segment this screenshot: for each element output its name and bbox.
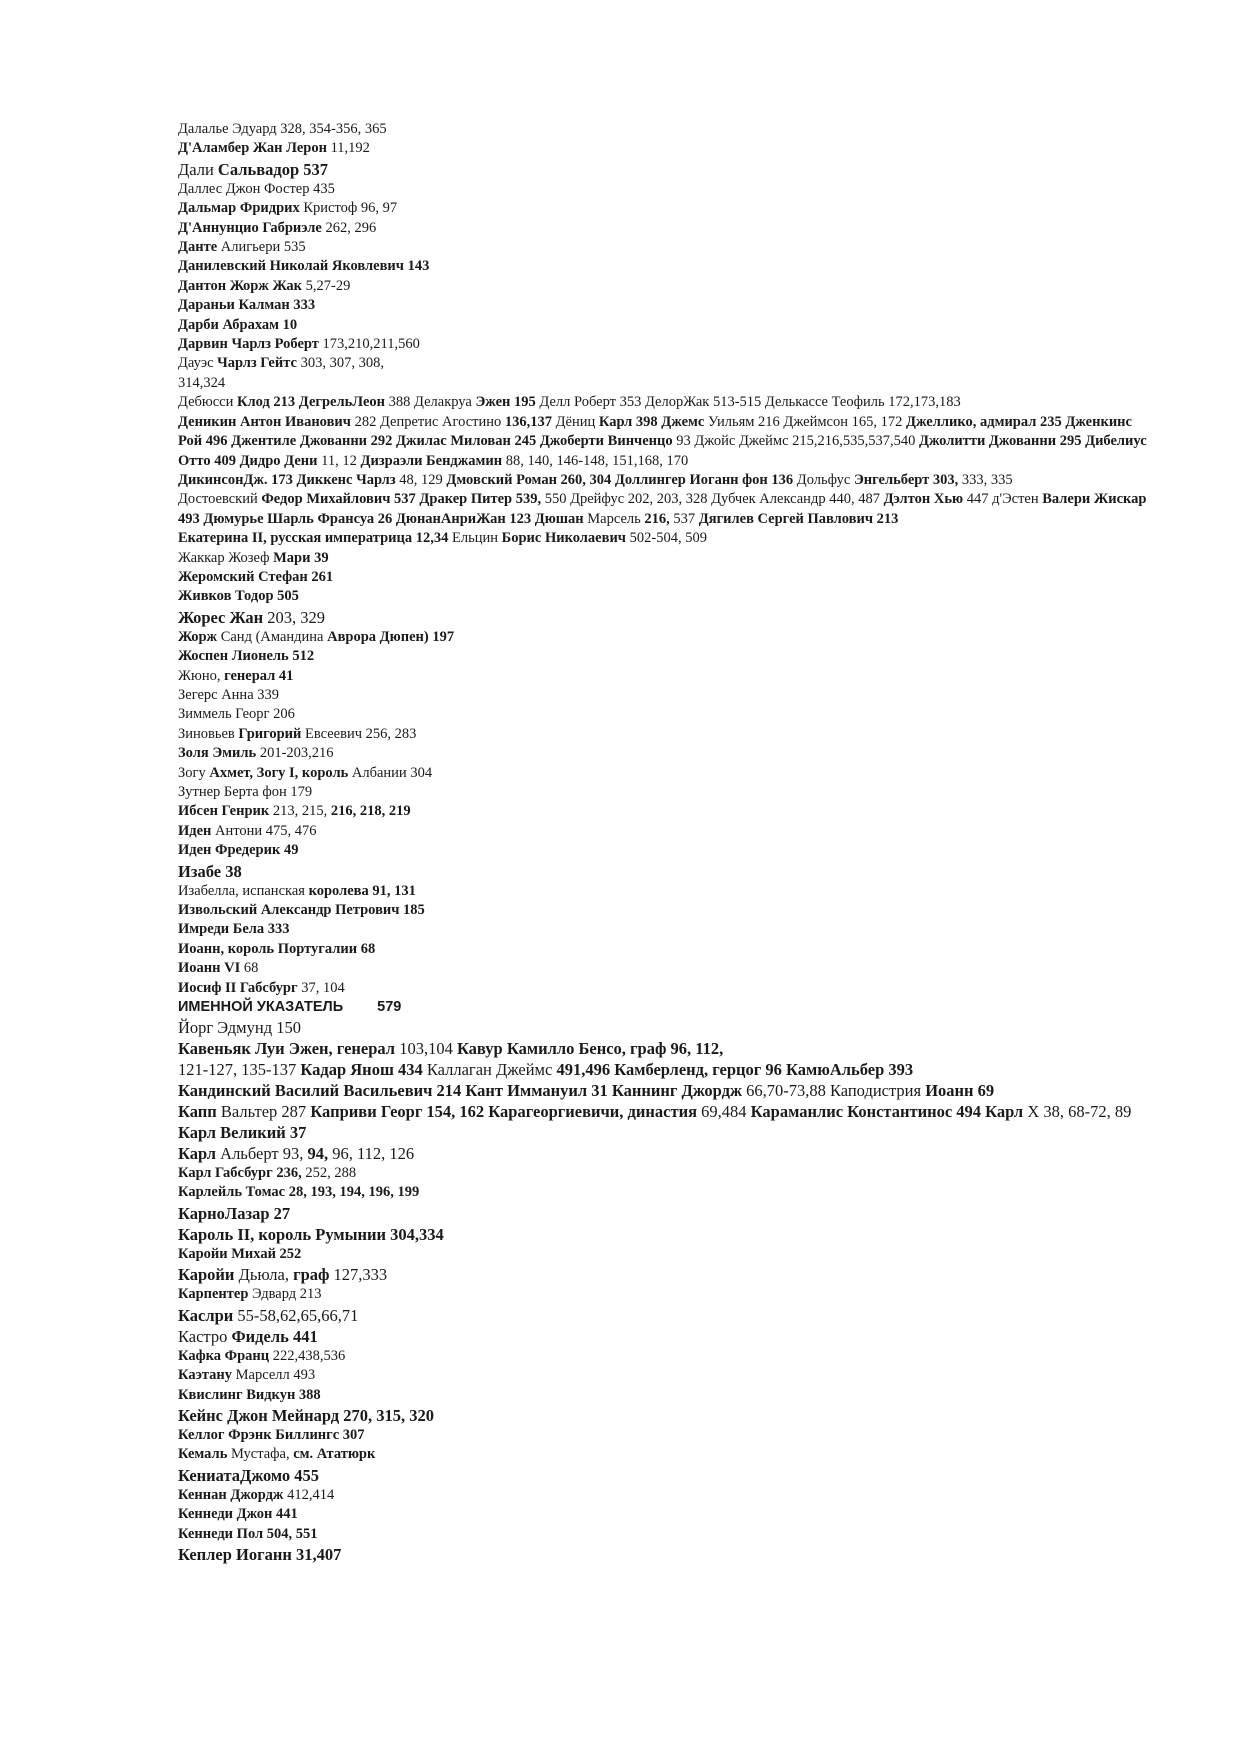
entry-text: 216, <box>644 510 670 527</box>
entry-text: 216, 218, 219 <box>330 803 411 820</box>
index-entry <box>178 1183 1148 1202</box>
entry-text: Каройи Михай 252 <box>178 1245 302 1262</box>
index-entry <box>178 568 1148 587</box>
entry-text: Жорес Жан <box>178 607 264 627</box>
entry-text: Аврора Дюпен) 197 <box>327 628 455 645</box>
entry-text: Дэлтон Хью <box>883 491 964 508</box>
index-entry <box>178 219 1148 238</box>
entry-text: Мари 39 <box>273 549 329 566</box>
index-entry <box>178 1101 1148 1122</box>
entry-text: Дёниц <box>552 413 599 430</box>
entry-text: Мустафа, <box>227 1446 294 1463</box>
entry-text: ДикинсонДж. 173 Диккенс Чарлз <box>178 471 396 488</box>
entry-text: Фидель 441 <box>231 1326 318 1346</box>
entry-text: 96, 112, 126 <box>328 1144 415 1164</box>
entry-text: 173,210,211,560 <box>318 336 420 353</box>
entry-text: Кафка Франц <box>178 1347 270 1364</box>
entry-text: Карлейль Томас 28, 193, 194, 196, 199 <box>178 1184 420 1201</box>
index-entry <box>178 1038 1148 1059</box>
entry-text: Дягилев Сергей Павлович 213 <box>698 510 899 527</box>
index-entry <box>178 139 1148 158</box>
entry-text: Ибсен Генрик <box>178 803 270 820</box>
entry-text: Вальтер 287 <box>216 1102 311 1122</box>
index-entry <box>178 959 1148 978</box>
entry-text: Иоанн, король Португалии 68 <box>178 940 376 957</box>
index-entry <box>178 1347 1148 1366</box>
entry-text: Дмовский Роман 260, 304 Доллингер Иоганн фон 136 <box>446 471 794 488</box>
entry-text: Кристоф 96, 97 <box>299 200 398 217</box>
entry-text: X 38, 68-72, 89 <box>1023 1102 1132 1122</box>
index-entry <box>178 882 1148 901</box>
index-entry <box>178 549 1148 568</box>
entry-text: Григорий <box>238 725 302 742</box>
entry-text: Марселл 493 <box>232 1367 316 1384</box>
entry-text: Дараньи Калман 333 <box>178 297 316 314</box>
entry-text: Данте <box>178 239 218 256</box>
entry-text: Изабе 38 <box>178 861 242 881</box>
index-entry <box>178 1017 1148 1038</box>
entry-text: Зогу <box>178 764 210 781</box>
entry-text: Делл Роберт 353 ДелорЖак 513-515 Делькассе Теофиль 172,173,183 <box>535 394 961 411</box>
index-entry <box>178 979 1148 998</box>
entry-text: королева 91, 131 <box>308 882 416 899</box>
entry-text: Достоевский <box>178 491 262 508</box>
index-entry <box>178 1465 1148 1486</box>
entry-text: Дауэс <box>178 355 218 372</box>
entry-text: Зутнер Берта фон 179 <box>178 784 313 800</box>
entry-text: Изабелла, испанская <box>178 882 309 899</box>
entry-text: Кавур Камилло Бенсо, граф 96, 112, <box>456 1039 724 1059</box>
entry-text: КениатаДжомо 455 <box>178 1465 320 1485</box>
entry-text: Дольфус <box>793 471 854 488</box>
entry-text: 262, 296 <box>321 219 377 236</box>
index-entry <box>178 764 1148 783</box>
entry-text: Албании 304 <box>348 764 433 781</box>
entry-text: 103,104 <box>395 1039 457 1059</box>
index-entry <box>178 1224 1148 1245</box>
index-entry <box>178 393 1148 412</box>
entry-text: см. Ататюрк <box>293 1446 376 1463</box>
entry-text: Ахмет, Зогу I, король <box>209 764 349 781</box>
entry-text: Даллес Джон Фостер 435 <box>178 180 335 197</box>
entry-text: Дальмар Фридрих <box>178 200 300 217</box>
index-entry <box>178 1122 1148 1143</box>
index-entry <box>178 725 1148 744</box>
index-entry <box>178 490 1148 529</box>
entry-text: Екатерина II, русская императрица 12,34 <box>178 530 449 547</box>
index-entry <box>178 257 1148 276</box>
entry-text: Кеннеди Джон 441 <box>178 1506 298 1523</box>
index-entry <box>178 120 1148 139</box>
entry-text: Евсеевич 256, 283 <box>301 725 417 742</box>
entry-text: Караманлис Константинос 494 Карл <box>750 1102 1024 1122</box>
entry-text: Иоанн 69 <box>925 1081 995 1101</box>
entry-text: Иоанн VI <box>178 960 241 977</box>
index-entry <box>178 705 1148 724</box>
index-entry <box>178 1405 1148 1426</box>
entry-text: Йорг Эдмунд 150 <box>178 1018 301 1038</box>
entry-text: Карл Великий 37 <box>178 1123 307 1143</box>
entry-text: Имреди Бела 333 <box>178 921 290 938</box>
entry-text: 282 Депретис Агостино <box>350 413 505 430</box>
entry-text: 136,137 <box>504 413 553 430</box>
entry-text: Жаккар Жозеф <box>178 549 274 566</box>
entry-text: Живков Тодор 505 <box>178 588 299 605</box>
index-entry <box>178 1544 1148 1565</box>
entry-text: Антони 475, 476 <box>211 822 317 839</box>
index-entry <box>178 1505 1148 1524</box>
entry-text: Карл 398 Джемс <box>598 413 705 430</box>
entry-text: Кастро <box>178 1326 232 1346</box>
entry-text: граф <box>293 1265 330 1285</box>
index-entry <box>178 901 1148 920</box>
entry-text: Каллаган Джеймс <box>422 1060 557 1080</box>
index-entry <box>178 744 1148 763</box>
entry-text: Дантон Жорж Жак <box>178 277 303 294</box>
index-entry <box>178 413 1148 471</box>
entry-text: Каройи <box>178 1265 235 1285</box>
entry-text: 93 Джойс Джеймс 215,216,535,537,540 <box>672 433 920 450</box>
entry-text: 11,192 <box>326 140 370 157</box>
entry-text: 314,324 <box>178 374 226 391</box>
index-entry <box>178 335 1148 354</box>
entry-text: Джеллико, адмирал 235 Дженкинс Рой 496 Джентиле Джованни 292 Джилас Милован 245 Джоберти Винченцо <box>178 413 1132 450</box>
index-entry <box>178 180 1148 199</box>
entry-text: Д'Аннунцио Габриэле <box>178 219 322 236</box>
entry-text: Дарвин Чарлз Роберт <box>178 336 319 353</box>
entry-text: Кеннеди Пол 504, 551 <box>178 1525 318 1542</box>
page-number: 579 <box>377 999 402 1016</box>
entry-text: 69,484 <box>697 1102 751 1122</box>
entry-text: Клод 213 ДегрельЛеон <box>236 394 386 411</box>
entry-text: 55-58,62,65,66,71 <box>233 1305 359 1325</box>
entry-text: Кавеньяк Луи Эжен, генерал <box>178 1039 396 1059</box>
entry-text: Жорж <box>178 628 218 645</box>
entry-text: Дали <box>178 159 218 179</box>
entry-text: Дебюсси <box>178 394 237 411</box>
entry-text: Келлог Фрэнк Биллингс 307 <box>178 1426 365 1443</box>
entry-text: Чарлз Гейтс <box>217 355 297 372</box>
entry-text: Алигьери 535 <box>217 239 306 256</box>
header-title: ИМЕННОЙ УКАЗАТЕЛЬ <box>178 999 344 1016</box>
entry-text: Д'Аламбер Жан Лерон <box>178 140 327 157</box>
entry-text: Энгельберт 303, <box>853 471 959 488</box>
entry-text: 222,438,536 <box>269 1347 346 1364</box>
entry-text: Кеплер Иоганн 31,407 <box>178 1544 342 1564</box>
entry-text: Уильям 216 Джеймсон 165, 172 <box>704 413 906 430</box>
entry-text: 550 Дрейфус 202, 203, 328 Дубчек Александр 440, 487 <box>541 491 884 508</box>
entry-text: 412,414 <box>283 1486 335 1503</box>
index-entry <box>178 1426 1148 1445</box>
entry-text: Альберт 93, <box>216 1144 308 1164</box>
entry-text: 252, 288 <box>301 1165 357 1182</box>
entry-text: Кадар Янош 434 <box>300 1060 423 1080</box>
entry-text: 68 <box>240 960 259 977</box>
entry-text: Каслри <box>178 1305 234 1325</box>
index-entry <box>178 861 1148 882</box>
name-index <box>178 120 1148 1565</box>
entry-text: Эжен 195 <box>475 394 536 411</box>
entry-text: 447 д'Эстен <box>963 491 1043 508</box>
index-entry <box>178 296 1148 315</box>
index-entry <box>178 628 1148 647</box>
index-entry <box>178 1326 1148 1347</box>
entry-text: Дьюла, <box>234 1265 294 1285</box>
entry-text: Жеромский Стефан 261 <box>178 568 334 585</box>
index-entry <box>178 1059 1148 1080</box>
entry-text: Кейнс Джон Мейнард 270, 315, 320 <box>178 1405 435 1425</box>
entry-text: Иден <box>178 822 212 839</box>
index-entry <box>178 822 1148 841</box>
entry-text: Каприви Георг 154, 162 Карагеоргиевичи, династия <box>310 1102 698 1122</box>
entry-text: Иден Фредерик 49 <box>178 842 299 859</box>
index-entry <box>178 374 1148 393</box>
entry-text: Федор Михайлович 537 Дракер Питер 539, <box>261 491 542 508</box>
entry-text: 48, 129 <box>395 471 447 488</box>
index-entry <box>178 354 1148 373</box>
entry-text: Карл Габсбург 236, <box>178 1165 302 1182</box>
entry-text: 213, 215, <box>269 803 331 820</box>
entry-text: Валери Жискар 493 Дюмурье Шарль Франсуа 26 ДюнанАнриЖан 123 Дюшан <box>178 491 1147 527</box>
entry-text: Жоспен Лионель 512 <box>178 648 315 665</box>
entry-text: Марсель <box>583 510 645 527</box>
index-entry <box>178 277 1148 296</box>
entry-text: 201-203,216 <box>256 745 334 762</box>
index-entry <box>178 1525 1148 1544</box>
entry-text: Карл <box>178 1144 217 1164</box>
entry-text: 88, 140, 146-148, 151,168, 170 <box>502 452 689 469</box>
index-entry <box>178 159 1148 180</box>
index-entry <box>178 1486 1148 1505</box>
entry-text: КарноЛазар 27 <box>178 1203 291 1223</box>
index-entry <box>178 587 1148 606</box>
entry-text: Сальвадор 537 <box>217 159 329 179</box>
entry-text: Данилевский Николай Яковлевич 143 <box>178 258 430 275</box>
index-entry <box>178 802 1148 821</box>
entry-text: Карпентер <box>178 1286 249 1303</box>
index-entry <box>178 1143 1148 1164</box>
entry-text: Капп <box>178 1102 217 1122</box>
entry-text: Санд (Амандина <box>217 628 328 645</box>
entry-text: Деникин Антон Иванович <box>178 413 351 430</box>
entry-text: Дарби Абрахам 10 <box>178 316 298 333</box>
index-entry <box>178 667 1148 686</box>
entry-text: Зегерс Анна 339 <box>178 686 280 703</box>
entry-text: 94, <box>307 1144 329 1164</box>
index-entry <box>178 940 1148 959</box>
index-entry <box>178 607 1148 628</box>
index-entry <box>178 471 1148 490</box>
index-entry <box>178 1164 1148 1183</box>
entry-text: 502-504, 509 <box>625 530 707 547</box>
index-entry <box>178 1305 1148 1326</box>
index-entry <box>178 199 1148 218</box>
index-entry <box>178 1445 1148 1464</box>
index-entry <box>178 841 1148 860</box>
entry-text: Джолитти Джованни 295 Дибелиус Отто 409 Дидро Дени <box>178 433 1147 469</box>
entry-text: 333, 335 <box>958 471 1013 488</box>
index-entry <box>178 1285 1148 1304</box>
index-entry <box>178 1386 1148 1405</box>
entry-text: Кароль II, король Румынии 304,334 <box>178 1224 444 1244</box>
entry-text: Дизраэли Бенджамин <box>360 452 503 469</box>
entry-text: Кандинский Василий Васильевич 214 Кант Иммануил 31 Каннинг Джордж <box>178 1081 742 1101</box>
index-entry <box>178 920 1148 939</box>
entry-text: 491,496 Камберленд, герцог 96 КамюАльбер 393 <box>556 1060 914 1080</box>
entry-text: Далалье Эдуард 328, 354-356, 365 <box>178 121 387 137</box>
entry-text: Эдвард 213 <box>248 1286 322 1303</box>
entry-text: Каэтану <box>178 1367 232 1384</box>
entry-text: 37, 104 <box>297 979 345 996</box>
entry-text: Квислинг Видкун 388 <box>178 1386 321 1403</box>
entry-text: Иосиф II Габсбург <box>178 979 298 996</box>
entry-text: Кемаль <box>178 1446 228 1463</box>
index-entry <box>178 1203 1148 1224</box>
entry-text: генерал 41 <box>224 667 294 684</box>
entry-text: 303, 307, 308, <box>296 355 384 372</box>
index-entry <box>178 1080 1148 1101</box>
index-entry <box>178 686 1148 705</box>
index-entry <box>178 238 1148 257</box>
index-entry <box>178 1264 1148 1285</box>
entry-text: Зиммель Георг 206 <box>178 706 295 723</box>
entry-text: 121-127, 135-137 <box>178 1060 301 1080</box>
entry-text: Ельцин <box>448 530 502 547</box>
entry-text: Золя Эмиль <box>178 745 257 762</box>
entry-text: 5,27-29 <box>302 277 351 294</box>
entry-text: Кеннан Джордж <box>178 1486 284 1503</box>
running-header <box>178 998 1148 1017</box>
entry-text: 388 Делакруа <box>385 394 476 411</box>
index-entry <box>178 529 1148 548</box>
entry-text: Зиновьев <box>178 725 239 742</box>
entry-text: 127,333 <box>329 1265 388 1285</box>
entry-text: 203, 329 <box>263 607 326 627</box>
entry-text: 66,70-73,88 Каподистрия <box>741 1081 926 1101</box>
entry-text: Извольский Александр Петрович 185 <box>178 902 425 919</box>
index-entry <box>178 316 1148 335</box>
entry-text: 11, 12 <box>317 452 361 469</box>
index-entry <box>178 1245 1148 1264</box>
index-entry <box>178 647 1148 666</box>
index-entry <box>178 1366 1148 1385</box>
entry-text: 537 <box>669 510 699 527</box>
index-entry <box>178 783 1148 802</box>
entry-text: Жюно, <box>178 667 225 684</box>
entry-text: Борис Николаевич <box>501 530 626 547</box>
